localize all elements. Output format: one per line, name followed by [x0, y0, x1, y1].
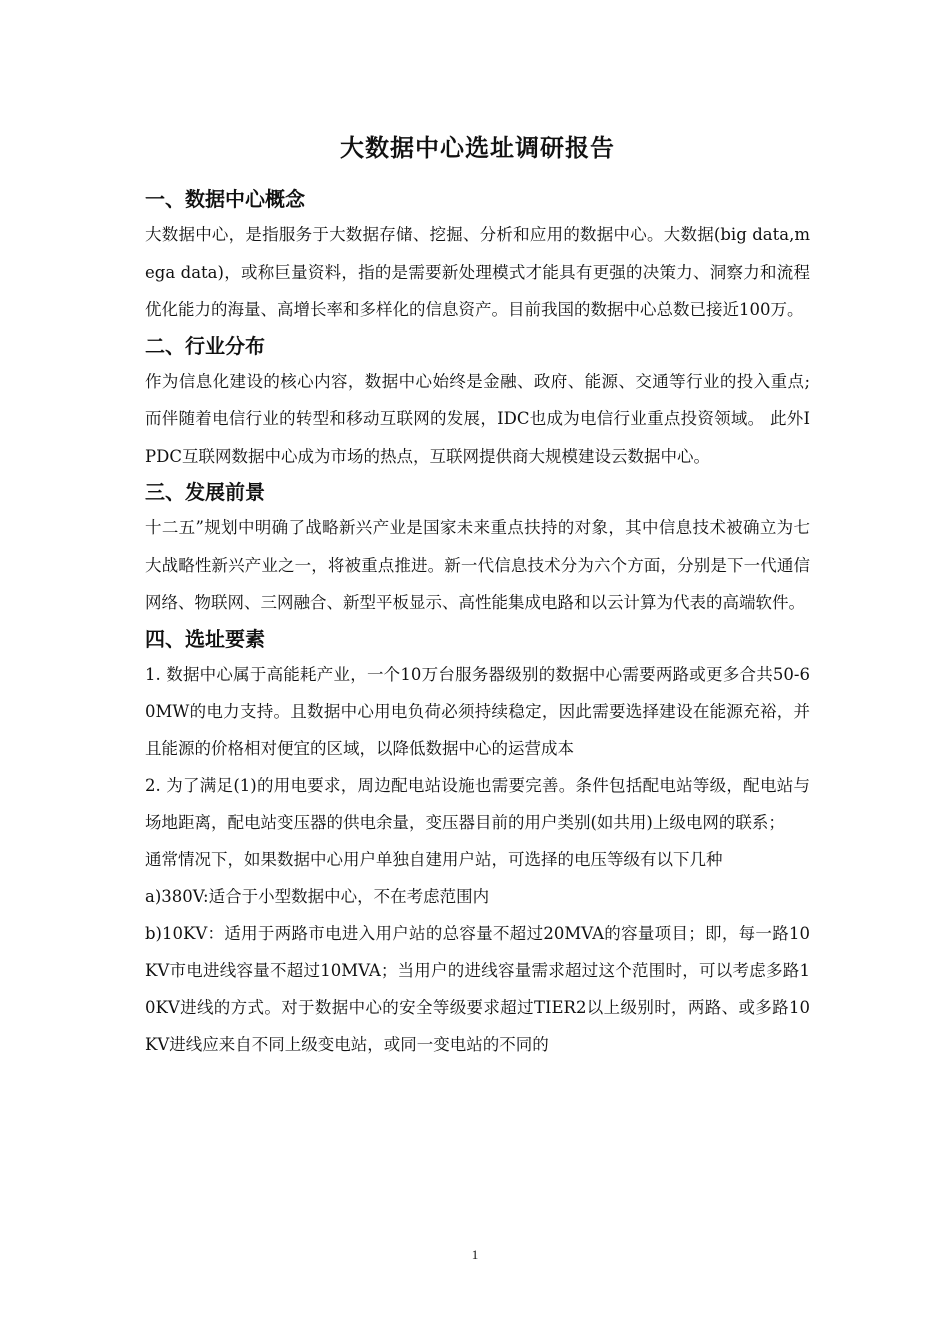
paragraph: 1. 数据中心属于高能耗产业，一个10万台服务器级别的数据中心需要两路或更多合共50-60MW的电力支持。且数据中心用电负荷必须持续稳定，因此需要选择建设在能源充裕，并且能源的价格相对便宜的区域，以降低数据中心的运营成本	[145, 664, 810, 758]
paragraph: b)10KV：适用于两路市电进入用户站的总容量不超过20MVA的容量项目；即，每一路10KV市电进线容量不超过10MVA；当用户的进线容量需求超过这个范围时，可以考虑多路10KV进线的方式。对于数据中心的安全等级要求超过TIER2以上级别时，两路、或多路10KV进线应来自不同上级变电站，或同一变电站的不同的	[145, 923, 810, 1054]
section-site-factors	[145, 622, 810, 1063]
section-prospects	[145, 475, 810, 622]
page-number: 1	[471, 1247, 479, 1262]
paragraph: a)380V:适合于小型数据中心，不在考虑范围内	[145, 886, 490, 906]
paragraph: 十二五”规划中明确了战略新兴产业是国家未来重点扶持的对象，其中信息技术被确立为七大战略性新兴产业之一，将被重点推进。新一代信息技术分为六个方面，分别是下一代通信网络、物联网、三网融合、新型平板显示、高性能集成电路和以云计算为代表的高端软件。	[145, 518, 810, 612]
paragraph: 通常情况下，如果数据中心用户单独自建用户站，可选择的电压等级有以下几种	[145, 849, 723, 869]
section-heading: 三、发展前景	[145, 480, 265, 504]
paragraph: 作为信息化建设的核心内容，数据中心始终是金融、政府、能源、交通等行业的投入重点;而伴随着电信行业的转型和移动互联网的发展，IDC也成为电信行业重点投资领域。 此外IPDC互联网数据中心成为市场的热点，互联网提供商大规模建设云数据中心。	[145, 371, 810, 466]
section-concept	[145, 182, 810, 329]
section-heading: 二、行业分布	[145, 333, 265, 358]
paragraph: 2. 为了满足(1)的用电要求，周边配电站设施也需要完善。条件包括配电站等级，配电站与场地距离，配电站变压器的供电余量，变压器目前的用户类别(如共用)上级电网的联系；	[145, 775, 810, 832]
section-heading: 四、选址要素	[145, 626, 265, 651]
section-heading: 一、数据中心概念	[145, 187, 305, 211]
paragraph: 大数据中心，是指服务于大数据存储、挖掘、分析和应用的数据中心。大数据(big data,mega data)，或称巨量资料，指的是需要新处理模式才能具有更强的决策力、洞察力和流程优化能力的海量、高增长率和多样化的信息资产。目前我国的数据中心总数已接近100万。	[145, 225, 810, 319]
document-title: 大数据中心选址调研报告	[340, 134, 615, 162]
section-industry	[145, 329, 810, 476]
document-body	[145, 128, 810, 1063]
